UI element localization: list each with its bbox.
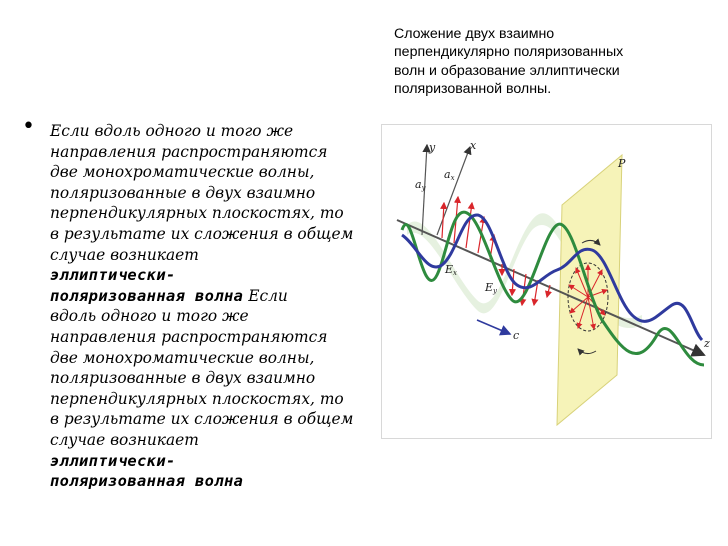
text-line: в результате их сложения в общем: [50, 410, 354, 429]
text-line: случае возникает: [50, 430, 199, 449]
text-line: направления распространяются: [50, 142, 328, 161]
label-ey: Ey: [485, 281, 497, 295]
polarization-diagram: [382, 125, 711, 438]
text-line: две монохроматические волны,: [50, 163, 315, 182]
polarization-figure: [381, 124, 712, 439]
bullet-marker: •: [22, 114, 35, 139]
caption-line: Сложение двух взаимно: [394, 26, 555, 42]
text-line: случае возникает: [50, 245, 199, 264]
text-line: поляризованные в двух взаимно: [50, 369, 316, 388]
propagation-arrow: [477, 320, 510, 334]
bold-term: поляризованная волна: [50, 286, 244, 305]
label-y: y: [429, 141, 436, 154]
text-line: перпендикулярных плоскостях, то: [50, 389, 344, 408]
blue-wave: [402, 215, 702, 340]
label-ax: ax: [444, 168, 455, 182]
text-line: в результате их сложения в общем: [50, 224, 354, 243]
text-fragment: Если: [243, 286, 288, 305]
label-x: x: [470, 139, 477, 152]
caption-line: поляризованной волны.: [394, 80, 552, 97]
bold-term: поляризованная волна: [50, 472, 244, 491]
label-c: c: [513, 329, 520, 342]
bold-term: эллиптически-: [50, 451, 176, 470]
figure-caption: [394, 25, 714, 98]
text-line: две монохроматические волны,: [50, 348, 315, 367]
bullet-paragraph: [50, 121, 380, 492]
label-ex: Ex: [445, 263, 457, 277]
label-ay: ay: [415, 178, 426, 192]
caption-line: волн и образование эллиптически: [394, 62, 620, 79]
text-line: перпендикулярных плоскостях, то: [50, 204, 344, 223]
label-p: P: [618, 157, 626, 170]
text-line: вдоль одного и того же: [50, 307, 249, 326]
label-z: z: [704, 337, 710, 350]
text-line: Если вдоль одного и того же: [50, 122, 294, 140]
text-line: направления распространяются: [50, 327, 328, 346]
text-line: поляризованные в двух взаимно: [50, 183, 316, 202]
bold-term: эллиптически-: [50, 266, 176, 285]
caption-line: перпендикулярно поляризованных: [394, 44, 624, 61]
